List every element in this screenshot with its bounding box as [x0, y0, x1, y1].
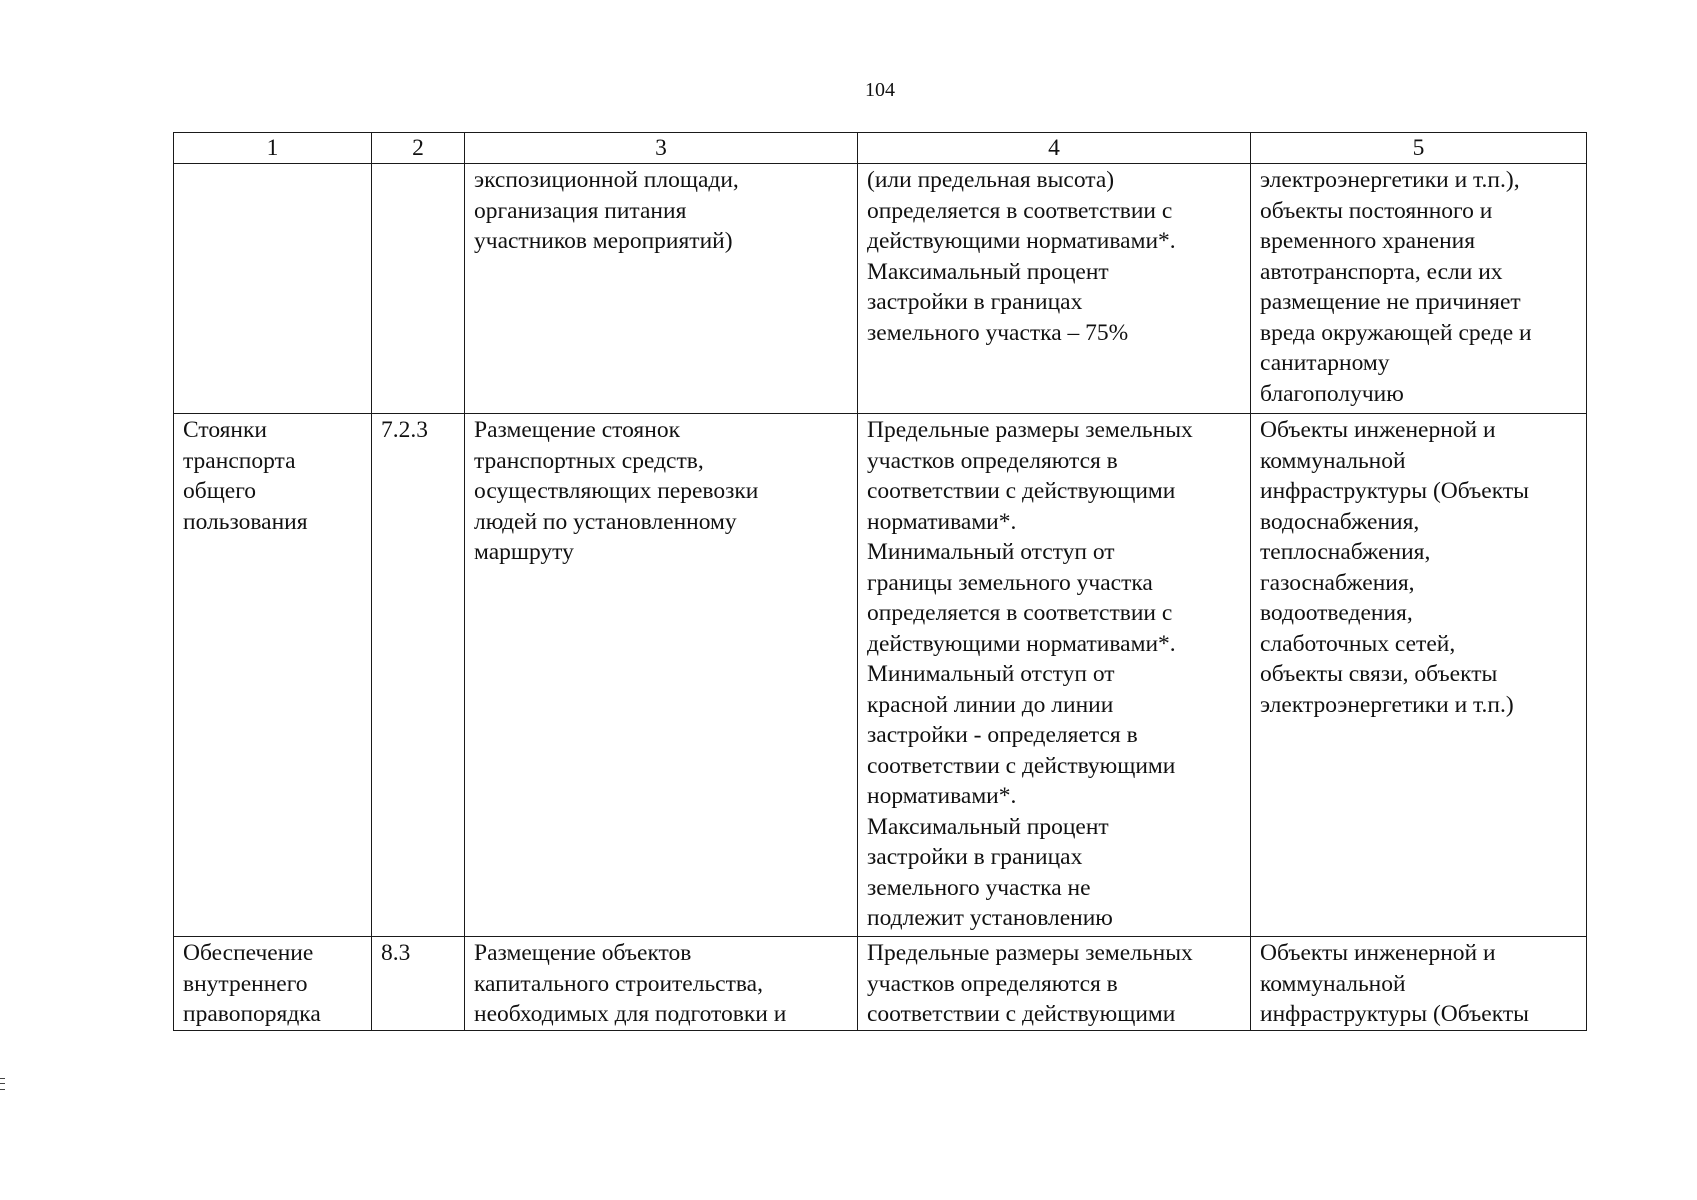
use-description-cell: Размещение объектов капитального строительства, необходимых для подготовки и	[465, 937, 858, 1031]
auxiliary-uses-cell: Объекты инженерной и коммунальной инфраструктуры (Объекты	[1251, 937, 1587, 1031]
column-header-5: 5	[1251, 133, 1587, 164]
table-row	[174, 937, 1587, 1031]
table-row	[174, 414, 1587, 937]
land-use-table	[173, 132, 1587, 1031]
parameters-cell: Предельные размеры земельных участков определяются в соответствии с действующими	[858, 937, 1251, 1031]
use-name-cell: Обеспечение внутреннего правопорядка	[174, 937, 372, 1031]
column-header-3: 3	[465, 133, 858, 164]
use-code-cell: 8.3	[372, 937, 465, 1031]
column-header-4: 4	[858, 133, 1251, 164]
use-code-cell: 7.2.3	[372, 414, 465, 937]
parameters-cell: (или предельная высота) определяется в соответствии с действующими нормативами*. Максимальный процент застройки в границах земельного участка – 75%	[858, 164, 1251, 414]
auxiliary-uses-cell: электроэнергетики и т.п.), объекты постоянного и временного хранения автотранспорта, если их размещение не причиняет вреда окружающей среде и санитарному благополучию	[1251, 164, 1587, 414]
column-header-2: 2	[372, 133, 465, 164]
use-name-cell	[174, 164, 372, 414]
use-description-cell: экспозиционной площади, организация питания участников мероприятий)	[465, 164, 858, 414]
use-code-cell	[372, 164, 465, 414]
parameters-cell: Предельные размеры земельных участков определяются в соответствии с действующими нормативами*. Минимальный отступ от границы земельного участка определяется в соответствии с действующими нормативами*. Минимальный отступ от красной линии до линии застройки - определяется в соответствии с действующими нормативами*. Максимальный процент застройки в границах земельного участка не подлежит установлению	[858, 414, 1251, 937]
column-header-1: 1	[174, 133, 372, 164]
auxiliary-uses-cell: Объекты инженерной и коммунальной инфраструктуры (Объекты водоснабжения, теплоснабжения, газоснабжения, водоотведения, слаботочных сетей, объекты связи, объекты электроэнергетики и т.п.)	[1251, 414, 1587, 937]
scan-margin-mark	[0, 1078, 5, 1090]
use-description-cell: Размещение стоянок транспортных средств, осуществляющих перевозки людей по установленному маршруту	[465, 414, 858, 937]
use-name-cell: Стоянки транспорта общего пользования	[174, 414, 372, 937]
table-header-row	[174, 133, 1587, 164]
table-row	[174, 164, 1587, 414]
page-number: 104	[865, 79, 895, 101]
